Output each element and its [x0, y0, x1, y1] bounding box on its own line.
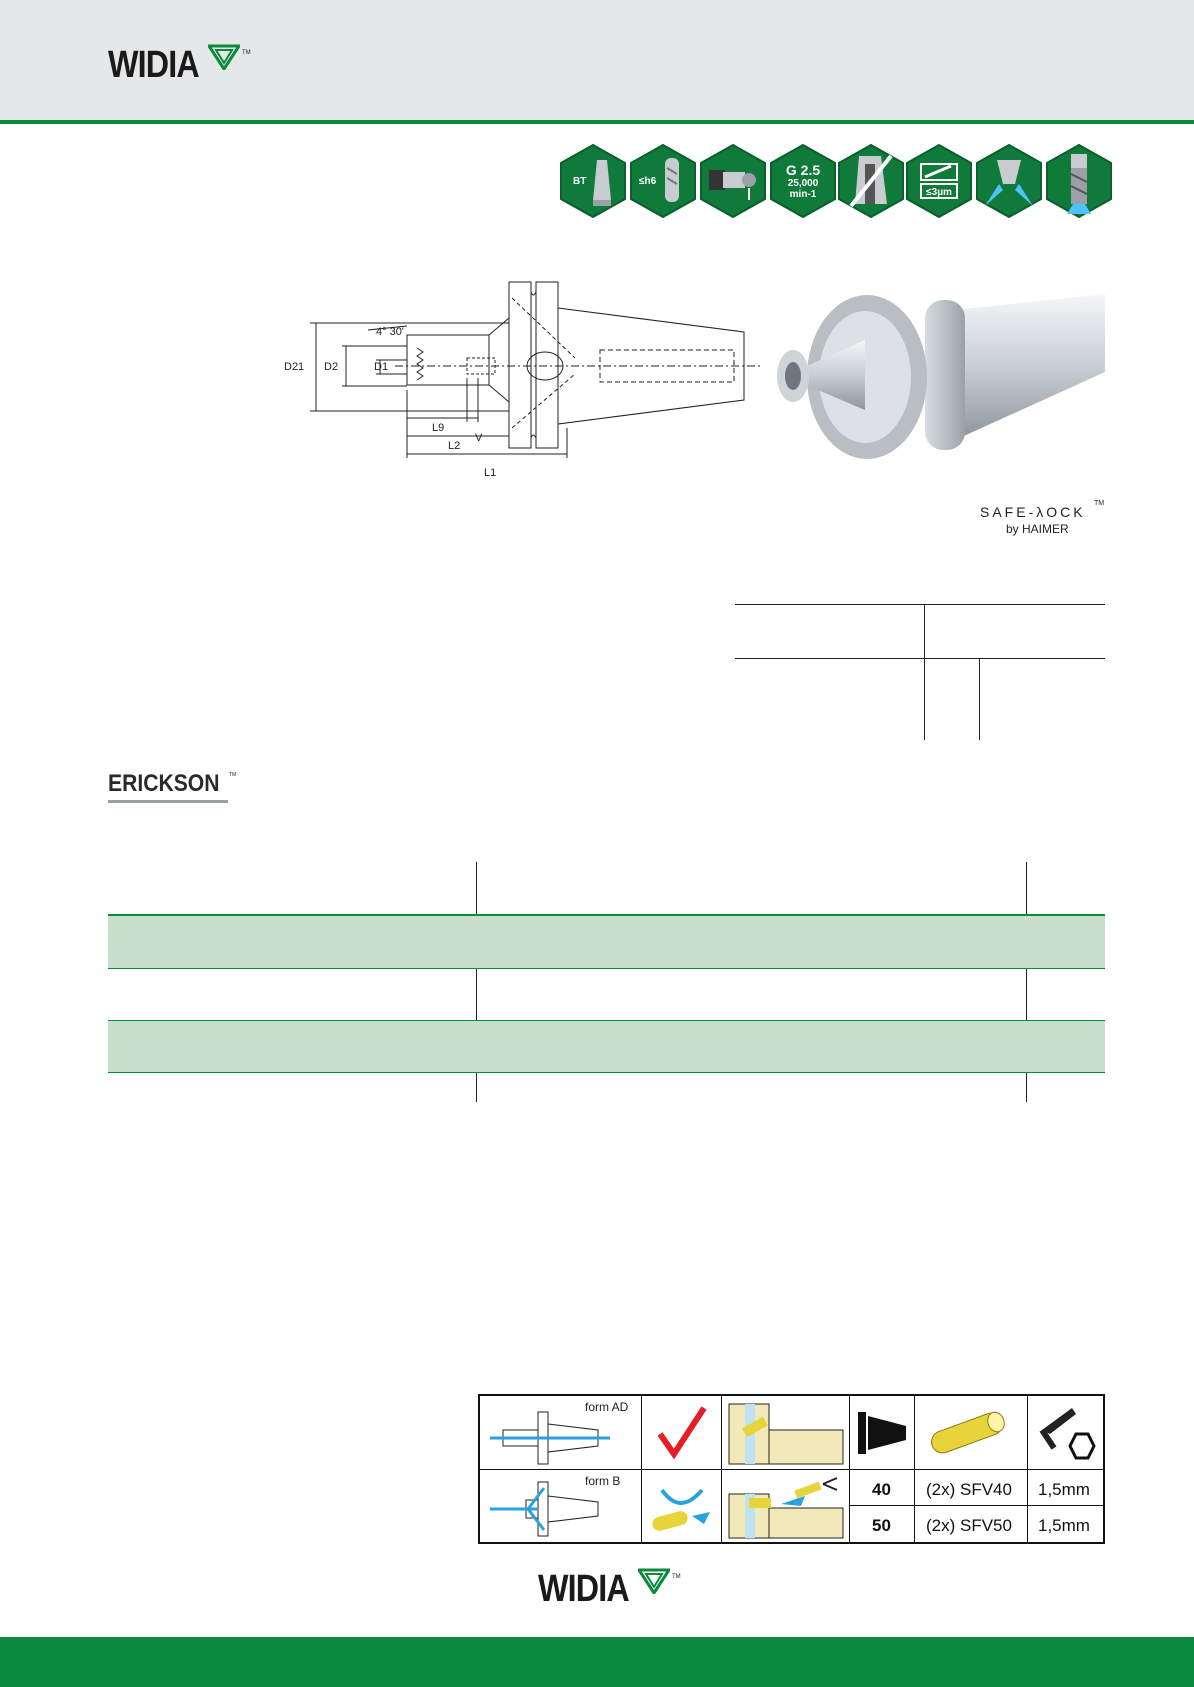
product-image	[775, 280, 1115, 480]
check-icon	[656, 1404, 708, 1460]
footer-widia-text: WIDIA	[538, 1568, 629, 1610]
form-b-cell	[480, 1470, 641, 1542]
row-1-key: 1,5mm	[1038, 1480, 1090, 1499]
taper-icon	[856, 1408, 908, 1458]
bt-label: BT	[573, 175, 587, 187]
feature-icon-row	[559, 144, 1107, 220]
row-2-key: 1,5mm	[1038, 1516, 1090, 1535]
technical-drawing	[280, 278, 780, 498]
dim-d2: D2	[324, 361, 339, 373]
safe-lock-logo	[960, 500, 1120, 540]
widia-tm: TM	[242, 50, 251, 56]
erickson-logo-text: ERICKSON	[108, 770, 220, 797]
form-ad-icon	[488, 1410, 618, 1466]
safe-lock-title: SAFE-λOCK	[980, 504, 1086, 520]
widia-logo-text: WIDIA	[108, 44, 199, 86]
dim-v: V	[475, 432, 483, 444]
dim-l9: L9	[432, 422, 445, 434]
footer-widia-tm: TM	[672, 1574, 681, 1580]
balance-rpm: 25,000	[787, 178, 819, 189]
form-b-label: form B	[585, 1474, 621, 1488]
safe-lock-by: by HAIMER	[1006, 522, 1069, 536]
dim-l2: L2	[448, 440, 461, 452]
table-rule-2	[108, 968, 1105, 969]
balance-icon	[769, 144, 837, 218]
spec-header-grid	[735, 604, 1105, 740]
accessory-grid	[478, 1394, 1105, 1544]
row-2-size: 50	[872, 1516, 891, 1535]
widia-logo	[108, 44, 258, 90]
erickson-logo	[108, 770, 238, 808]
dim-d1: D1	[374, 361, 389, 373]
pin-icon	[924, 1408, 1014, 1458]
erickson-tm: TM	[229, 772, 237, 778]
main-table	[108, 862, 1105, 1102]
footer-widia-logo	[538, 1568, 688, 1614]
coolant-flange-icon	[975, 144, 1043, 218]
h6-shank-icon	[629, 144, 697, 218]
table-row-1	[108, 916, 1105, 968]
table-row-3	[108, 1020, 1105, 1072]
row-1-size: 40	[872, 1480, 891, 1499]
grid-vline-1	[924, 604, 925, 740]
bt-taper-icon	[559, 144, 627, 218]
row-1-part: (2x) SFV40	[926, 1480, 1012, 1499]
form-ad-cell	[480, 1396, 641, 1469]
widia-triangle-icon	[208, 44, 240, 70]
form-b-icon	[488, 1480, 618, 1538]
runout-label: ≤3µm	[926, 187, 952, 198]
safe-lock-tm: TM	[1094, 500, 1105, 507]
table-rule-4	[108, 1072, 1105, 1073]
footer-widia-triangle-icon	[638, 1568, 670, 1594]
balance-grade: G 2.5	[785, 162, 821, 178]
clamping-icon	[699, 144, 767, 218]
dim-d21: D21	[284, 361, 305, 373]
grid-vline-2	[979, 658, 980, 740]
row-2-part: (2x) SFV50	[926, 1516, 1012, 1535]
h6-label: ≤h6	[639, 175, 657, 187]
header-divider	[0, 120, 1194, 124]
dim-l1: L1	[484, 467, 497, 479]
dim-angle: 4° 30'	[376, 326, 404, 338]
section-top-icon	[725, 1400, 847, 1466]
no-pullout-icon	[837, 144, 905, 218]
coolant-through-icon	[1045, 144, 1113, 218]
grid-top-line	[735, 604, 1105, 605]
section-bottom-icon	[725, 1474, 847, 1540]
erickson-underline	[108, 800, 228, 803]
drawing-svg	[280, 278, 780, 498]
rotate-pin-icon	[646, 1476, 716, 1536]
balance-unit: min-1	[789, 189, 817, 200]
page-footer-bar	[0, 1637, 1194, 1687]
form-ad-label: form AD	[585, 1400, 629, 1414]
grid-mid-line	[735, 658, 1105, 659]
runout-icon	[905, 144, 973, 218]
hex-key-icon	[1036, 1400, 1100, 1464]
table-rule-3	[108, 1020, 1105, 1021]
acc-hline-2	[849, 1505, 1103, 1506]
